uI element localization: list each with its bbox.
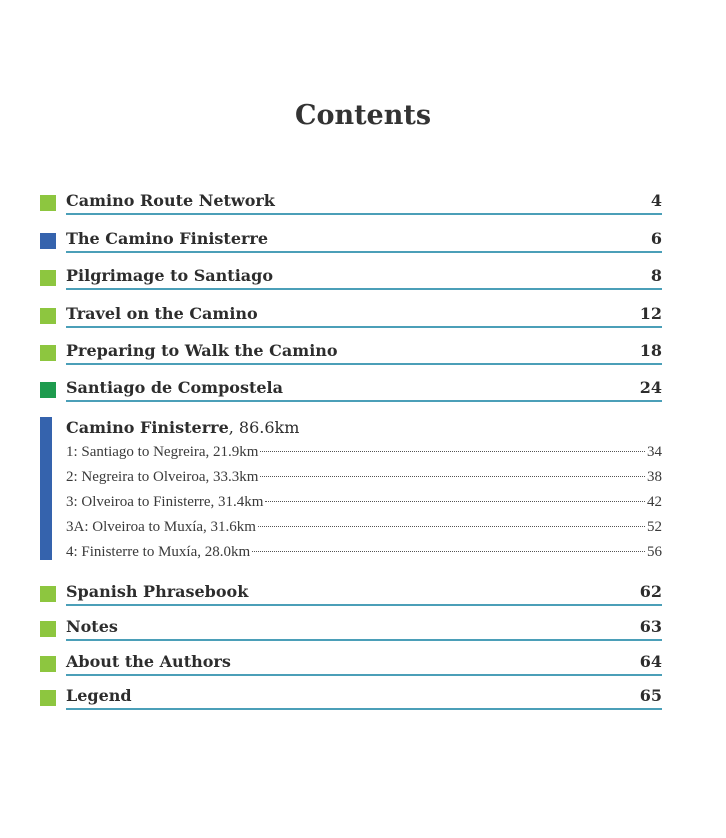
- stage-item[interactable]: [66, 491, 662, 513]
- dot-leader: [258, 526, 645, 527]
- stage-label: 1: Santiago to Negreira, 21.9km: [66, 444, 259, 460]
- stage-label: 3A: Olveiroa to Muxía, 31.6km: [66, 519, 256, 535]
- toc-entry[interactable]: [40, 686, 662, 710]
- divider: [66, 213, 662, 215]
- green-square-icon: [40, 656, 56, 672]
- toc-entry-page: 63: [639, 617, 662, 636]
- divider: [66, 326, 662, 328]
- stage-label: 2: Negreira to Olveiroa, 33.3km: [66, 469, 259, 485]
- divider: [66, 708, 662, 710]
- toc-entry[interactable]: [40, 304, 662, 328]
- divider: [66, 639, 662, 641]
- toc-entry-page: 18: [639, 341, 662, 360]
- dot-leader: [252, 551, 645, 552]
- stage-item[interactable]: [66, 466, 662, 488]
- section-heading: [66, 418, 299, 438]
- toc-entry[interactable]: [40, 191, 662, 215]
- toc-entry-page: 24: [639, 378, 662, 397]
- toc-entry-page: 62: [639, 582, 662, 601]
- toc-entry[interactable]: [40, 617, 662, 641]
- toc-entry-label: Spanish Phrasebook: [66, 582, 249, 601]
- stage-page: 38: [647, 469, 662, 485]
- toc-entry-label: Notes: [66, 617, 118, 636]
- stage-page: 56: [647, 544, 662, 560]
- divider: [66, 674, 662, 676]
- divider: [66, 363, 662, 365]
- blue-square-icon: [40, 233, 56, 249]
- divider: [66, 251, 662, 253]
- green-square-icon: [40, 690, 56, 706]
- section-distance: , 86.6km: [228, 418, 300, 437]
- stage-item[interactable]: [66, 516, 662, 538]
- toc-entry[interactable]: [40, 378, 662, 402]
- green-square-icon: [40, 308, 56, 324]
- toc-entry[interactable]: [40, 652, 662, 676]
- toc-entry-page: 8: [650, 266, 662, 285]
- toc-entry-label: About the Authors: [66, 652, 231, 671]
- section-name: Camino Finisterre: [66, 418, 229, 437]
- dot-leader: [260, 451, 645, 452]
- green-square-icon: [40, 345, 56, 361]
- stage-label: 4: Finisterre to Muxía, 28.0km: [66, 544, 251, 560]
- stage-item[interactable]: [66, 541, 662, 563]
- dark-green-square-icon: [40, 382, 56, 398]
- stage-item[interactable]: [66, 441, 662, 463]
- toc-entry-label: Travel on the Camino: [66, 304, 258, 323]
- divider: [66, 288, 662, 290]
- toc-entry-page: 12: [639, 304, 662, 323]
- divider: [66, 400, 662, 402]
- toc-entry-label: Preparing to Walk the Camino: [66, 341, 338, 360]
- toc-entry-label: Santiago de Compostela: [66, 378, 283, 397]
- green-square-icon: [40, 270, 56, 286]
- section-bar-icon: [40, 417, 52, 560]
- dot-leader: [260, 476, 645, 477]
- toc-entry[interactable]: [40, 341, 662, 365]
- toc-entry[interactable]: [40, 266, 662, 290]
- stage-label: 3: Olveiroa to Finisterre, 31.4km: [66, 494, 264, 510]
- toc-entry-label: Camino Route Network: [66, 191, 275, 210]
- toc-entry[interactable]: [40, 229, 662, 253]
- toc-entry-page: 4: [650, 191, 662, 210]
- toc-entry-label: Legend: [66, 686, 132, 705]
- toc-entry-page: 6: [650, 229, 662, 248]
- stage-page: 42: [647, 494, 662, 510]
- green-square-icon: [40, 195, 56, 211]
- toc-entry-label: The Camino Finisterre: [66, 229, 269, 248]
- divider: [66, 604, 662, 606]
- stage-page: 52: [647, 519, 662, 535]
- green-square-icon: [40, 586, 56, 602]
- toc-entry[interactable]: [40, 582, 662, 606]
- page-title: Contents: [294, 100, 432, 131]
- green-square-icon: [40, 621, 56, 637]
- dot-leader: [265, 501, 645, 502]
- toc-entry-label: Pilgrimage to Santiago: [66, 266, 273, 285]
- toc-entry-page: 64: [639, 652, 662, 671]
- stage-page: 34: [647, 444, 662, 460]
- toc-entry-page: 65: [639, 686, 662, 705]
